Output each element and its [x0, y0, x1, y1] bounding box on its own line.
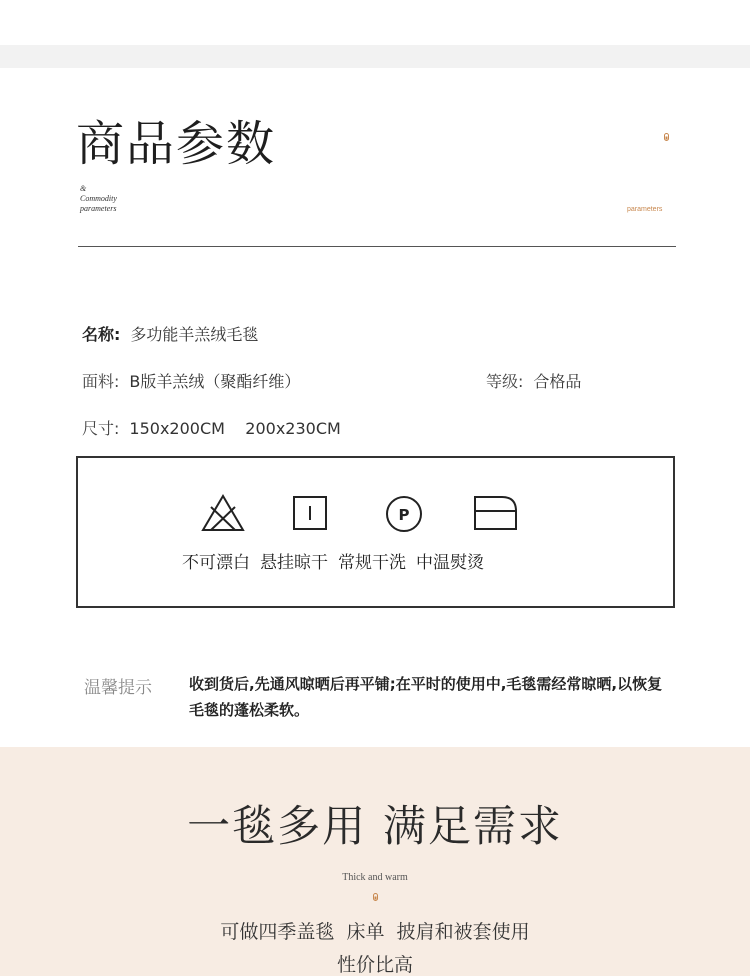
- hang-dry-icon: [292, 493, 328, 533]
- page-title: 商品参数: [76, 116, 277, 172]
- caption-line: parameters: [80, 204, 117, 213]
- caption-line: Commodity: [80, 194, 117, 203]
- drop-icon: [664, 133, 669, 141]
- care-icons-row: [78, 493, 673, 533]
- fabric-row: [82, 371, 300, 393]
- divider: [78, 246, 676, 247]
- name-value: 多功能羊羔绒毛毯: [130, 325, 259, 344]
- care-instructions-box: [76, 456, 675, 608]
- feature-value-text: 性价比高: [336, 954, 413, 976]
- no-bleach-icon: [200, 493, 246, 533]
- feature-subtitle: Thick and warm: [342, 872, 408, 883]
- grade-label: 等级:: [486, 372, 524, 391]
- size-value: 150x200CM 200x230CM: [129, 419, 341, 438]
- care-label: 悬挂晾干: [260, 553, 328, 573]
- name-row: [82, 324, 258, 346]
- drop-icon: [373, 893, 378, 901]
- tip-label: 温馨提示: [84, 678, 152, 698]
- grade-row: [486, 371, 581, 393]
- caption-line: &: [80, 184, 87, 193]
- grade-value: 合格品: [533, 372, 582, 391]
- care-label: 常规干洗: [338, 553, 406, 573]
- dry-clean-icon: [384, 493, 424, 533]
- parameters-tag: parameters: [627, 206, 663, 213]
- top-gray-bar: [0, 45, 750, 68]
- tip-text: 收到货后,先通风晾晒后再平铺;在平时的使用中,毛毯需经常晾晒,以恢复毛毯的蓬松柔软。: [189, 675, 663, 719]
- title-english-caption: [80, 184, 117, 214]
- fabric-label: 面料:: [82, 372, 120, 391]
- feature-title: 一毯多用 满足需求: [187, 802, 563, 852]
- care-labels-row: [182, 548, 494, 573]
- name-label: 名称:: [82, 325, 121, 344]
- size-row: [82, 418, 341, 440]
- fabric-value: B版羊羔绒（聚酯纤维）: [129, 372, 301, 391]
- svg-text:P: P: [398, 506, 410, 524]
- size-label: 尺寸:: [82, 419, 120, 438]
- care-label: 不可漂白: [182, 553, 250, 573]
- care-label: 中温熨烫: [416, 553, 484, 573]
- iron-medium-icon: [472, 493, 520, 533]
- feature-usage-text: 可做四季盖毯 床单 披肩和被套使用: [220, 921, 530, 943]
